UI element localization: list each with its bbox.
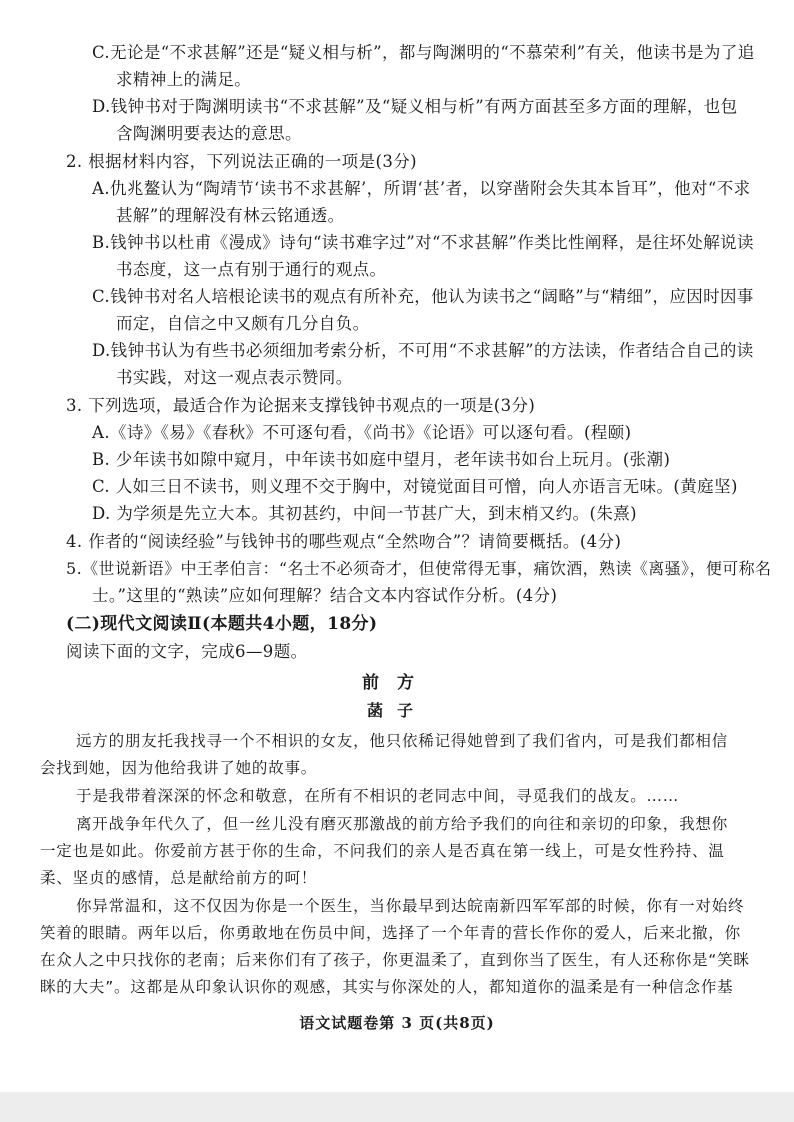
q2-option-d-line2: 书实践，对这一观点表示赞同。 [116, 368, 353, 387]
q3-option-a: A.《诗》《易》《春秋》不可逐句看，《尚书》《论语》可以逐句看。(程颐) [92, 423, 632, 442]
story-para1-line2: 会找到她，因为他给我讲了她的故事。 [40, 759, 318, 777]
story-para3-line2: 一定也是如此。你爱前方甚于你的生命，不问我们的亲人是否真在第一线上，可是女性矜持、温 [40, 842, 725, 860]
q3-option-c: C. 人如三日不读书，则义理不交于胸中，对镜觉面目可憎，向人亦语言无味。(黄庭坚) [92, 477, 738, 496]
q1-option-d-line1: D.钱钟书对于陶渊明读书“不求甚解”及“疑义相与析”有两方面甚至多方面的理解，也包 [92, 97, 738, 116]
q2-option-d-line1: D.钱钟书认为有些书必须细加考索分析，不可用“不求甚解”的方法读，作者结合自己的读 [92, 341, 754, 360]
page-footer: 语文试题卷第 3 页(共8页) [299, 1014, 495, 1032]
story-para4-line4: 眯的大夫”。这都是从印象认识你的观感，其实与你深处的人，都知道你的温柔是有一种信念作基 [40, 978, 734, 996]
q3-option-b: B. 少年读书如隙中窥月，中年读书如庭中望月，老年读书如台上玩月。(张潮) [92, 450, 671, 469]
story-para4-line3: 在众人之中只找你的老南；后来你们有了孩子，你更温柔了，直到你当了医生，有人还称你是“笑眯 [40, 951, 750, 969]
q2-option-a-line1: A.仇兆鳌认为“陶靖节‘读书不求甚解’，所谓‘甚’者，以穿凿附会失其本旨耳”，他对“不求 [92, 179, 751, 198]
story-title: 前方 [362, 673, 432, 693]
q5-line1: 5.《世说新语》中王孝伯言：“名士不必须奇才，但使常得无事，痛饮酒，熟读《离骚》，便可称名 [66, 559, 772, 578]
story-para3-line3: 柔、坚贞的感情，总是献给前方的呵！ [40, 869, 318, 887]
q3-stem: 3. 下列选项，最适合作为论据来支撑钱钟书观点的一项是(3分) [66, 396, 536, 415]
story-para1-line1: 远方的朋友托我找寻一个不相识的女友，他只依稀记得她曾到了我们省内，可是我们都相信 [76, 732, 729, 750]
q5-line2: 士。”这里的“熟读”应如何理解？结合文本内容试作分析。(4分) [92, 586, 558, 605]
section-heading: (二)现代文阅读Ⅱ(本题共4小题，18分) [66, 614, 378, 634]
q1-option-c-line1: C.无论是“不求甚解”还是“疑义相与析”，都与陶渊明的“不慕荣利”有关，他读书是为了追 [92, 43, 755, 62]
story-para4-line2: 笑着的眼睛。两年以后，你勇敢地在伤员中间，选择了一个年青的营长作你的爱人，后来北撤，你 [40, 924, 741, 942]
q2-option-a-line2: 甚解”的理解没有林云铭通透。 [116, 206, 345, 225]
q2-option-b-line1: B.钱钟书以杜甫《漫成》诗句“读书难字过”对“不求甚解”作类比性阐释，是往坏处解说读 [92, 233, 754, 252]
q2-stem: 2. 根据材料内容，下列说法正确的一项是(3分) [66, 152, 417, 171]
q2-option-b-line2: 书态度，这一点有别于通行的观点。 [116, 260, 387, 279]
q1-option-c-line2: 求精神上的满足。 [116, 70, 252, 89]
story-author: 菡子 [366, 701, 427, 720]
section-instruction: 阅读下面的文字，完成6—9题。 [66, 642, 308, 661]
q1-option-d-line2: 含陶渊明要表达的意思。 [116, 124, 302, 143]
story-para3-line1: 离开战争年代久了，但一丝儿没有磨灭那激战的前方给予我们的向往和亲切的印象，我想你 [76, 815, 729, 833]
story-para2-line1: 于是我带着深深的怀念和敬意，在所有不相识的老同志中间，寻觅我们的战友。…… [76, 787, 680, 805]
q3-option-d: D. 为学须是先立大本。其初甚约，中间一节甚广大，到末梢又约。(朱熹) [92, 504, 638, 523]
q2-option-c-line2: 而定，自信之中又颇有几分自负。 [116, 314, 370, 333]
q2-option-c-line1: C.钱钟书对名人培根论读书的观点有所补充，他认为读书之“阔略”与“精细”，应因时因事 [92, 287, 754, 306]
q4-stem: 4. 作者的“阅读经验”与钱钟书的哪些观点“全然吻合”？请简要概括。(4分) [66, 532, 622, 551]
story-para4-line1: 你异常温和，这不仅因为你是一个医生，当你最早到达皖南新四军军部的时候，你有一对始终 [76, 897, 745, 915]
bottom-margin-band [0, 1092, 794, 1122]
